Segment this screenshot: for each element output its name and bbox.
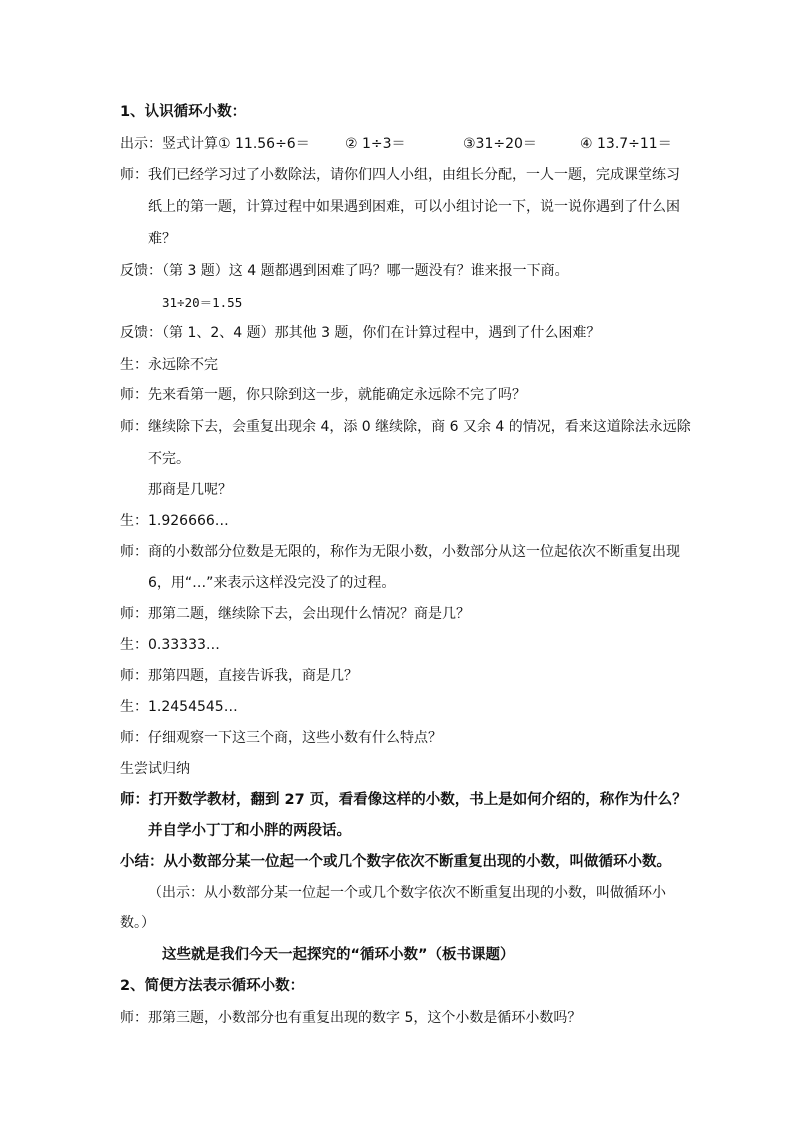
exhibit-problem-4: ④ 13.7÷11＝ [580,136,672,152]
feedback-line: 反馈：（第 1、2、4 题）那其他 3 题，你们在计算过程中，遇到了什么困难？ [120,325,601,341]
exhibit-problem-3: ③31÷20＝ [463,136,537,152]
teacher-line-bold: 师：打开数学教材，翻到 27 页，看看像这样的小数，书上是如何介绍的，称作为什么？ [120,792,687,808]
exhibit-problem-1: 出示：竖式计算① 11.56÷6＝ [120,136,310,152]
teacher-line-bold-cont: 并自学小丁丁和小胖的两段话。 [148,823,351,839]
student-line: 生：0.33333… [120,637,220,653]
teacher-line: 师：我们已经学习过了小数除法，请你们四人小组，由组长分配，一人一题，完成课堂练习 [120,167,680,183]
teacher-line-cont: 难？ [148,231,176,247]
section-2-heading: 2、简便方法表示循环小数： [120,978,305,994]
teacher-line: 师：那第三题，小数部分也有重复出现的数字 5，这个小数是循环小数吗？ [120,1010,582,1026]
summary-line: 小结：从小数部分某一位起一个或几个数字依次不断重复出现的小数，叫做循环小数。 [120,854,671,870]
teacher-line-cont: 6，用“…”来表示这样没完没了的过程。 [148,575,396,591]
topic-title-line: 这些就是我们今天一起探究的“循环小数”（板书课题） [162,947,515,963]
exhibit-problem-2: ② 1÷3＝ [345,136,406,152]
student-line: 生：1.2454545… [120,699,238,715]
teacher-line-cont: 纸上的第一题，计算过程中如果遇到困难，可以小组讨论一下，说一说你遇到了什么困 [148,199,680,215]
feedback-line: 反馈：（第 3 题）这 4 题都遇到困难了吗？哪一题没有？谁来报一下商。 [120,263,569,279]
teacher-line: 师：仔细观察一下这三个商，这些小数有什么特点？ [120,730,442,746]
equation-line: 31÷20＝1.55 [162,295,243,310]
student-line: 生尝试归纳 [120,761,190,777]
teacher-line: 师：那第四题，直接告诉我，商是几？ [120,668,358,684]
student-line: 生：1.926666… [120,513,229,529]
student-line: 生：永远除不完 [120,357,218,373]
teacher-line: 师：继续除下去，会重复出现余 4，添 0 继续除，商 6 又余 4 的情况，看来这道除法永远除 [120,419,691,435]
teacher-line: 师：那第二题，继续除下去，会出现什么情况？商是几？ [120,606,470,622]
teacher-line-cont: 那商是几呢？ [148,482,232,498]
teacher-line-cont: 不完。 [148,451,190,467]
teacher-line: 师：先来看第一题，你只除到这一步，就能确定永远除不完了吗？ [120,387,526,403]
exhibit-definition-line: （出示：从小数部分某一位起一个或几个数字依次不断重复出现的小数，叫做循环小 [148,885,666,901]
section-1-heading: 1、认识循环小数： [120,104,247,120]
teacher-line: 师：商的小数部分位数是无限的，称作为无限小数，小数部分从这一位起依次不断重复出现 [120,544,680,560]
exhibit-definition-cont: 数。） [120,915,155,931]
